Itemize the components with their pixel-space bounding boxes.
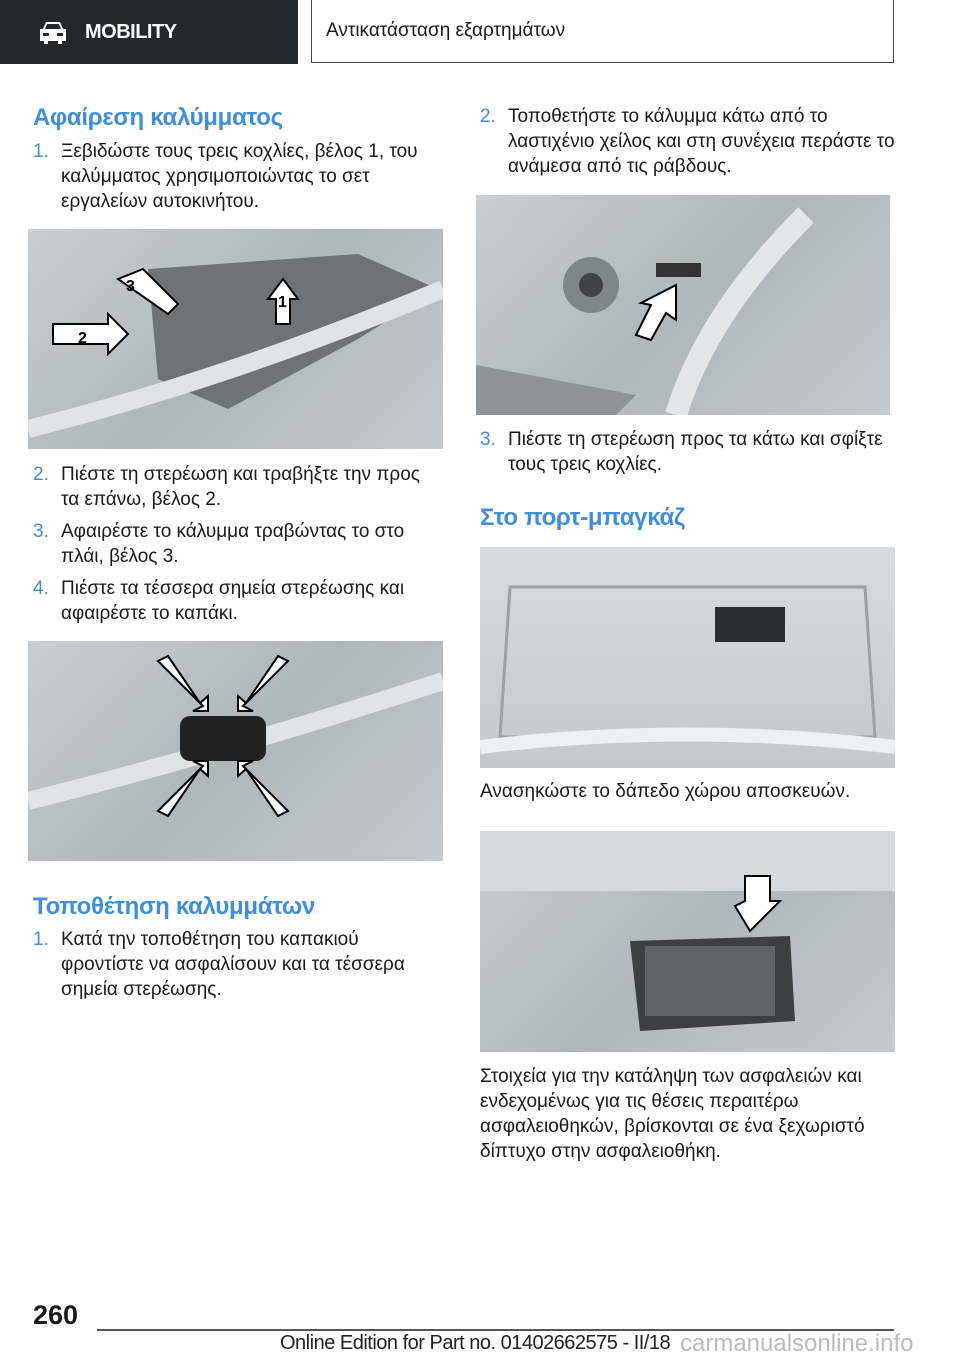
step-number: 4. <box>33 578 49 599</box>
fuse-box-image <box>480 831 895 1052</box>
chapter-title: Αντικατάσταση εξαρτημάτων <box>326 20 566 41</box>
edition-text: Online Edition for Part no. 01402662575 - II/18 <box>280 1332 671 1354</box>
step-text: Τοποθετήστε το κάλυμμα κάτω από το λαστιχένιο χείλος και στη συνέχεια περάστε το ανάμεσα από τις ράβδους. <box>508 106 895 177</box>
engine-cover-image-1 <box>28 229 443 449</box>
step-number: 3. <box>33 521 49 542</box>
step-text: Αφαιρέστε το κάλυμμα τραβώντας το στο πλάι, βέλος 3. <box>61 521 405 567</box>
step-text: Πιέστε τη στερέωση προς τα κάτω και σφίξτε τους τρεις κοχλίες. <box>508 429 883 475</box>
rubber-lip-image <box>476 195 890 415</box>
engine-cover-image-2 <box>28 641 443 861</box>
steps-remove <box>33 139 433 214</box>
heading-luggage: Στο πορτ-μπαγκάζ <box>480 504 685 531</box>
section-header <box>0 0 298 64</box>
heading-remove-cover: Αφαίρεση καλύμματος <box>33 104 283 131</box>
steps-right <box>480 104 895 179</box>
list-item <box>33 462 433 512</box>
step-text: Πιέστε τη στερέωση και τραβήξτε την προς τα επάνω, βέλος 2. <box>61 464 420 510</box>
watermark: carmanualsonline.info <box>680 1330 914 1357</box>
step-number: 3. <box>480 429 496 450</box>
heading-install-covers: Τοποθέτηση καλυμμάτων <box>33 893 315 920</box>
step-text: Ξεβιδώστε τους τρεις κοχλίες, βέλος 1, του καλύμματος χρησιμοποιώντας το σετ εργαλείων αυτοκινήτου. <box>61 141 418 212</box>
list-item <box>33 576 433 626</box>
steps-right-cont <box>480 427 895 477</box>
step-number: 2. <box>33 464 49 485</box>
step-number: 1. <box>33 929 49 950</box>
step-number: 1. <box>33 141 49 162</box>
fuse-info-text: Στοιχεία για την κατάληψη των ασφαλειών και ενδεχομένως για τις θέσεις περαιτέρω ασφαλειοθηκών, βρίσκονται σε ένα ξεχωριστό δίπτυχο στην ασφαλειοθήκη. <box>480 1066 865 1162</box>
step-text: Κατά την τοποθέτηση του καπακιού φροντίστε να ασφαλίσουν και τα τέσσερα σημεία στερέωσης. <box>61 929 405 1000</box>
step-number: 2. <box>480 106 496 127</box>
list-item <box>33 927 433 1002</box>
arrow-label-2: 2 <box>78 330 87 347</box>
step-text: Πιέστε τα τέσσερα σημεία στερέωσης και αφαιρέστε το καπάκι. <box>61 578 405 624</box>
list-item <box>480 427 895 477</box>
section-label: MOBILITY <box>85 20 177 43</box>
luggage-floor-image <box>480 547 895 768</box>
lift-floor-text: Ανασηκώστε το δάπεδο χώρου αποσκευών. <box>480 781 851 802</box>
list-item <box>33 139 433 214</box>
page-number: 260 <box>33 1300 79 1330</box>
chapter-title-box <box>311 0 894 63</box>
list-item <box>480 104 895 179</box>
arrow-label-3: 3 <box>126 278 135 295</box>
list-item <box>33 519 433 569</box>
steps-remove-cont <box>33 462 433 626</box>
steps-install <box>33 927 433 1002</box>
arrow-label-1: 1 <box>278 294 287 311</box>
car-icon <box>37 19 69 45</box>
